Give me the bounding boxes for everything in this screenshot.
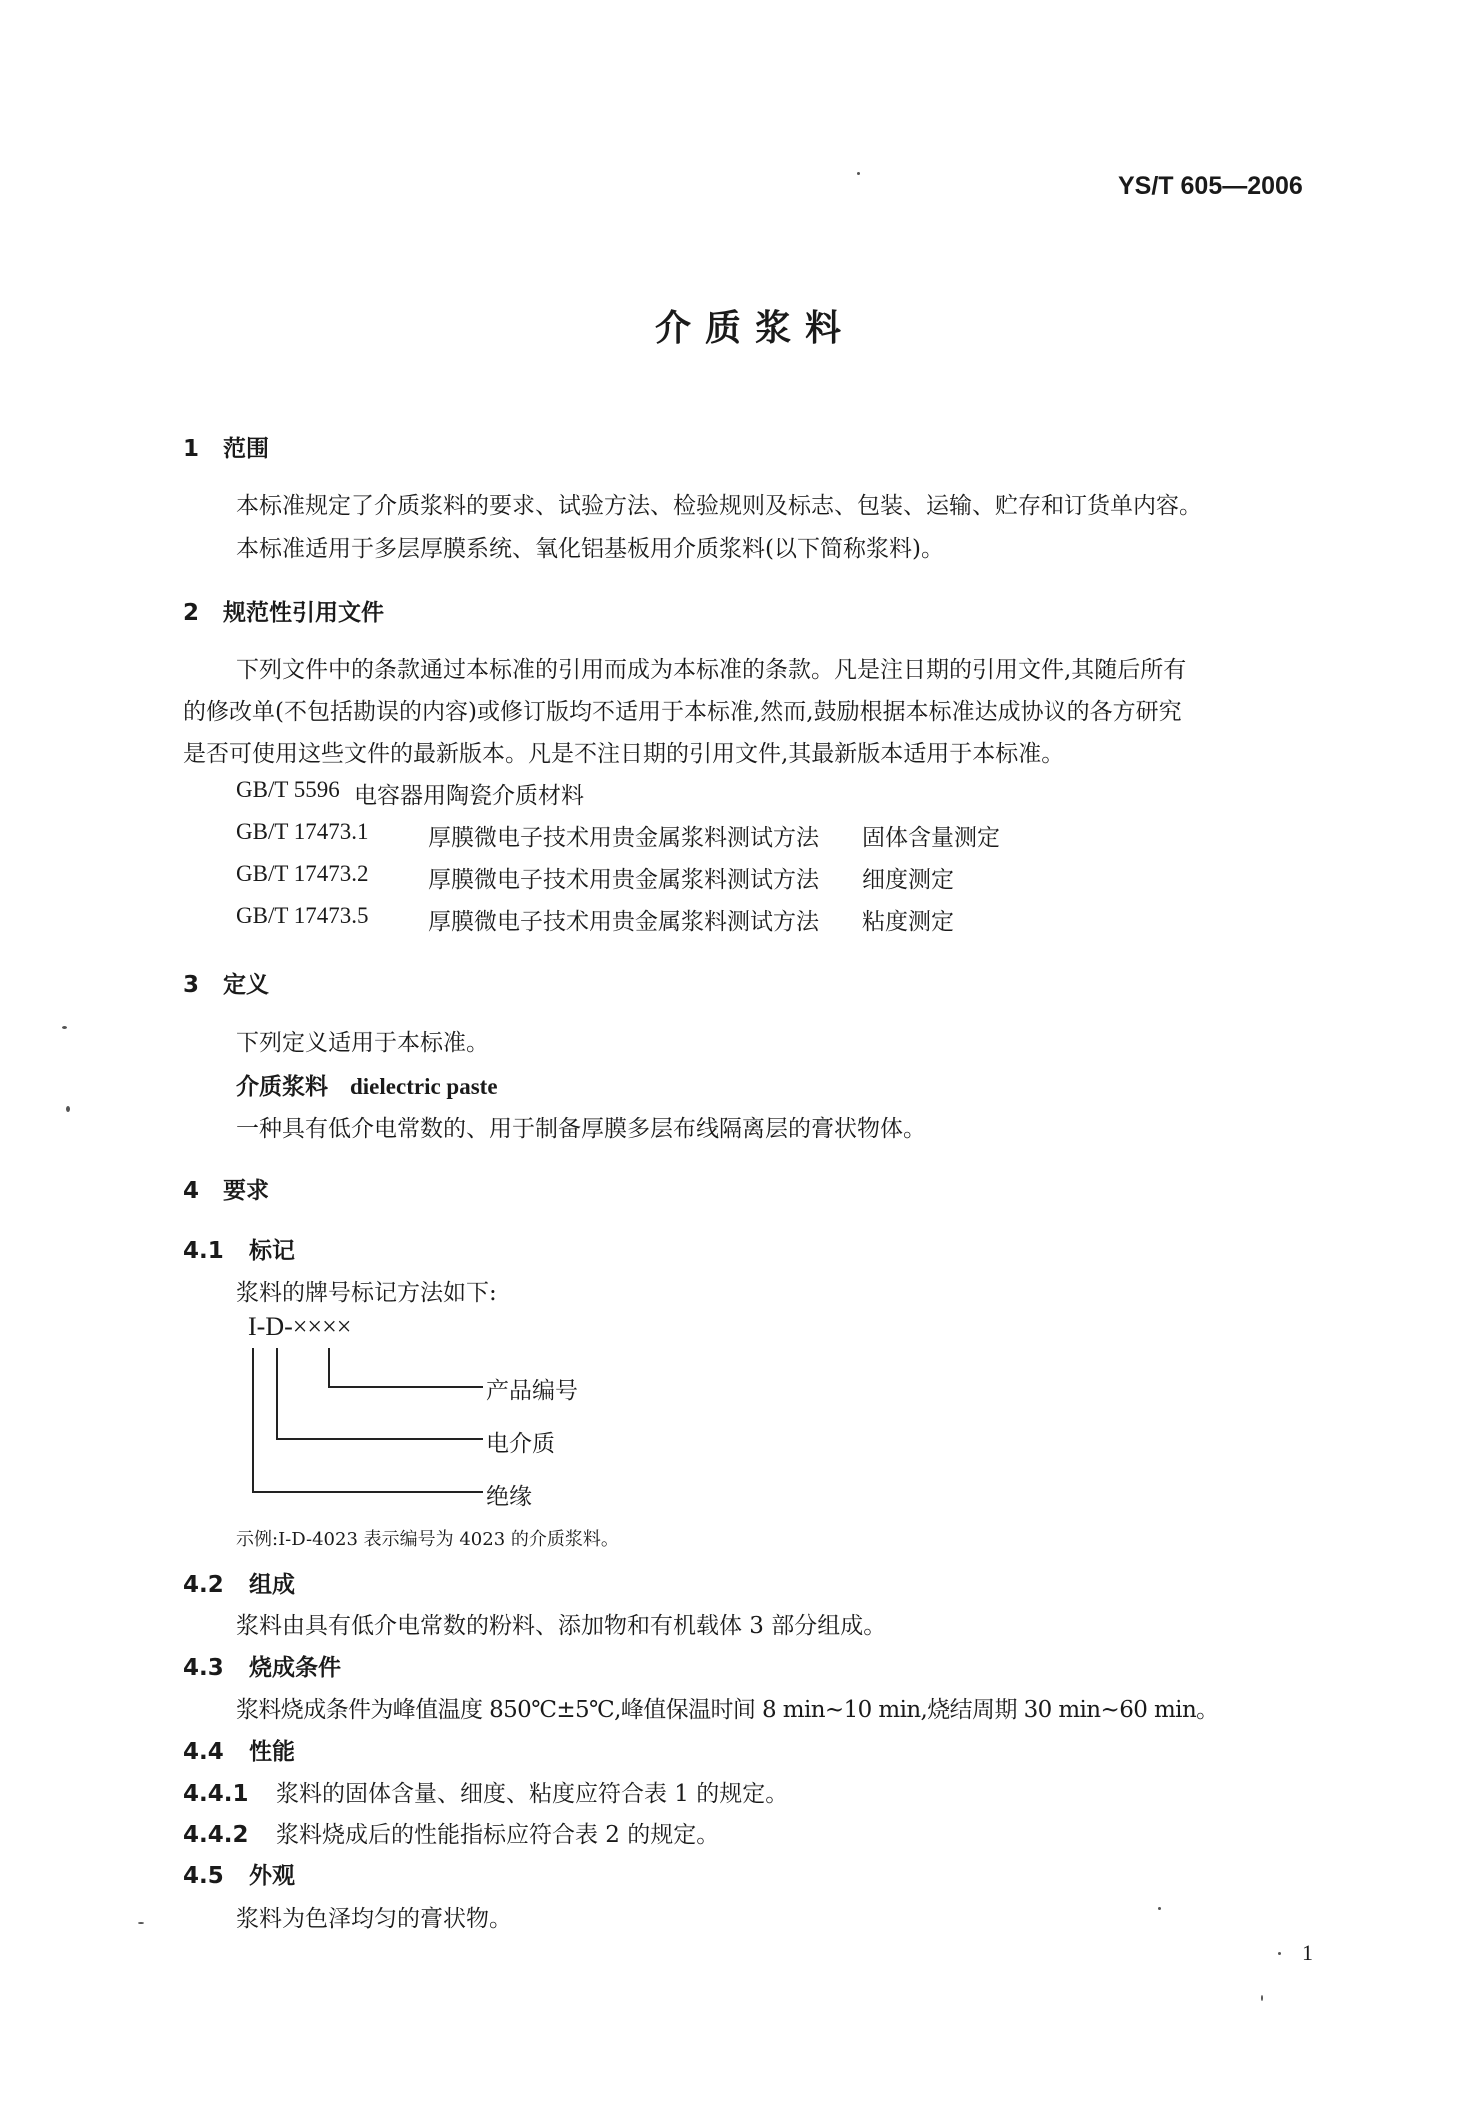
section-2-paragraph-line-2: 的修改单(不包括勘误的内容)或修订版均不适用于本标准,然而,鼓励根据本标准达成协议的各方研究 <box>183 699 1182 725</box>
label-product-number: 产品编号 <box>486 1378 578 1404</box>
diagram-line-dielectric-vertical <box>276 1348 278 1440</box>
term-english: dielectric paste <box>350 1074 498 1099</box>
section-4-2-heading <box>183 1566 295 1599</box>
scan-speck <box>62 1026 67 1029</box>
section-2-paragraph-line-3: 是否可使用这些文件的最新版本。凡是不注日期的引用文件,其最新版本适用于本标准。 <box>183 741 1065 767</box>
section-title: 性能 <box>249 1739 295 1765</box>
page-title: 介质浆料 <box>654 308 855 349</box>
section-title: 组成 <box>249 1572 295 1598</box>
section-4-4-heading <box>183 1733 295 1766</box>
diagram-line-insulation-horizontal <box>252 1491 483 1493</box>
diagram-line-product-horizontal <box>328 1386 483 1388</box>
reference-subtitle: 细度测定 <box>862 867 954 893</box>
reference-code: GB/T 17473.5 <box>236 903 369 928</box>
page-number: 1 <box>1302 1940 1313 1965</box>
section-4-5-paragraph: 浆料为色泽均匀的膏状物。 <box>236 1906 512 1932</box>
section-title: 标记 <box>249 1238 295 1264</box>
diagram-line-dielectric-horizontal <box>276 1438 483 1440</box>
term-entry <box>236 1068 498 1101</box>
scan-speck <box>1278 1952 1281 1955</box>
section-title: 要求 <box>223 1178 269 1204</box>
document-code: YS/T 605—2006 <box>1118 172 1303 200</box>
reference-item <box>236 819 1136 851</box>
section-number: 4.5 <box>183 1863 224 1889</box>
marking-example: 示例:I-D-4023 表示编号为 4023 的介质浆料。 <box>236 1529 619 1550</box>
term-definition: 一种具有低介电常数的、用于制备厚膜多层布线隔离层的膏状物体。 <box>236 1116 926 1142</box>
reference-code: GB/T 17473.2 <box>236 861 369 886</box>
reference-name: 厚膜微电子技术用贵金属浆料测试方法 <box>428 825 819 851</box>
term-chinese: 介质浆料 <box>236 1074 328 1100</box>
reference-item <box>236 903 1136 935</box>
reference-name: 厚膜微电子技术用贵金属浆料测试方法 <box>428 867 819 893</box>
reference-item <box>236 777 1136 809</box>
marking-intro: 浆料的牌号标记方法如下: <box>236 1280 497 1306</box>
section-3-heading <box>183 966 269 999</box>
scan-speck <box>1261 1995 1263 2001</box>
scan-speck <box>857 172 860 175</box>
section-1-paragraph-1: 本标准规定了介质浆料的要求、试验方法、检验规则及标志、包装、运输、贮存和订货单内容。 <box>236 493 1202 519</box>
section-number: 3 <box>183 972 200 998</box>
reference-name: 厚膜微电子技术用贵金属浆料测试方法 <box>428 909 819 935</box>
section-number: 2 <box>183 600 200 626</box>
section-4-heading <box>183 1172 269 1205</box>
reference-item <box>236 861 1136 893</box>
section-title: 定义 <box>223 972 269 998</box>
section-4-3-heading <box>183 1649 341 1682</box>
section-2-paragraph-line-1: 下列文件中的条款通过本标准的引用而成为本标准的条款。凡是注日期的引用文件,其随后所有 <box>236 657 1187 683</box>
section-number: 4.4 <box>183 1739 224 1765</box>
section-number: 1 <box>183 436 200 462</box>
reference-code: GB/T 5596 <box>236 777 340 802</box>
scan-speck <box>138 1922 144 1924</box>
section-title: 外观 <box>249 1863 295 1889</box>
section-1-heading <box>183 430 269 463</box>
marking-code: I-D-×××× <box>248 1312 352 1341</box>
section-number: 4.1 <box>183 1238 224 1264</box>
section-4-3-paragraph: 浆料烧成条件为峰值温度 850℃±5℃,峰值保温时间 8 min~10 min,烧结周期 30 min~60 min。 <box>236 1697 1219 1723</box>
section-number: 4.2 <box>183 1572 224 1598</box>
scan-speck <box>66 1106 70 1112</box>
clause-4-4-1 <box>183 1775 788 1808</box>
label-dielectric: 电介质 <box>486 1431 555 1457</box>
clause-number: 4.4.2 <box>183 1822 249 1848</box>
diagram-line-insulation-vertical <box>252 1348 254 1493</box>
clause-4-4-2 <box>183 1816 719 1849</box>
diagram-line-product-vertical <box>328 1348 330 1388</box>
section-4-5-heading <box>183 1857 295 1890</box>
reference-name: 电容器用陶瓷介质材料 <box>354 783 584 809</box>
section-title: 烧成条件 <box>249 1655 341 1681</box>
clause-text: 浆料的固体含量、细度、粘度应符合表 1 的规定。 <box>276 1781 789 1807</box>
section-number: 4.3 <box>183 1655 224 1681</box>
section-title: 范围 <box>223 436 269 462</box>
reference-subtitle: 粘度测定 <box>862 909 954 935</box>
reference-subtitle: 固体含量测定 <box>862 825 1000 851</box>
section-4-2-paragraph: 浆料由具有低介电常数的粉料、添加物和有机载体 3 部分组成。 <box>236 1613 887 1639</box>
scan-speck <box>1158 1907 1161 1910</box>
section-2-heading <box>183 594 384 627</box>
section-4-1-heading <box>183 1232 295 1265</box>
section-1-paragraph-2: 本标准适用于多层厚膜系统、氧化铝基板用介质浆料(以下简称浆料)。 <box>236 536 944 562</box>
clause-text: 浆料烧成后的性能指标应符合表 2 的规定。 <box>276 1822 720 1848</box>
reference-code: GB/T 17473.1 <box>236 819 369 844</box>
section-title: 规范性引用文件 <box>223 600 384 626</box>
clause-number: 4.4.1 <box>183 1781 249 1807</box>
section-number: 4 <box>183 1178 200 1204</box>
label-insulation: 绝缘 <box>486 1484 532 1510</box>
section-3-paragraph: 下列定义适用于本标准。 <box>236 1030 489 1056</box>
